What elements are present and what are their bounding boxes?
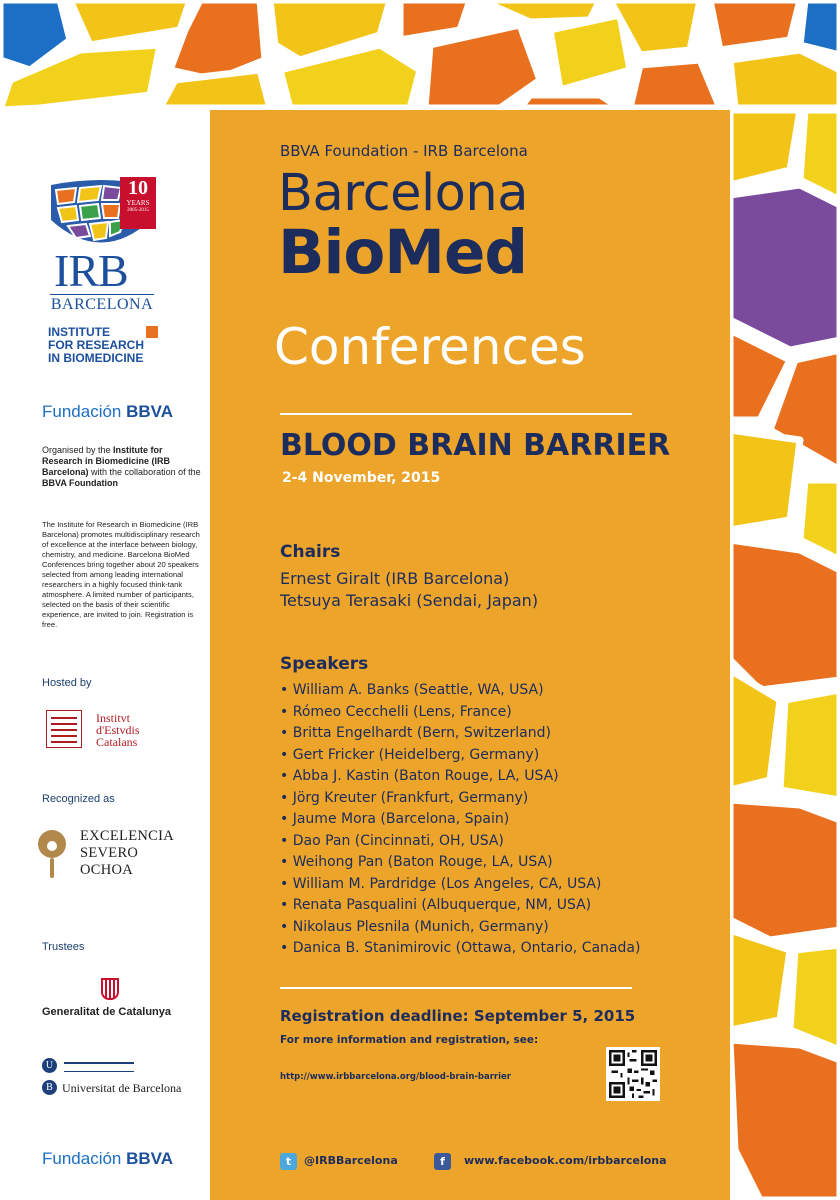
fundacion-prefix: Fundación xyxy=(42,402,122,421)
fundacion-brand: BBVA xyxy=(126,1149,174,1168)
iec-line-3: Catalans xyxy=(96,735,138,749)
institute-line-3: IN BIOMEDICINE xyxy=(48,351,144,365)
so-line-1: EXCELENCIA xyxy=(80,828,175,844)
speaker-item: • Abba J. Kastin (Baton Rouge, LA, USA) xyxy=(280,766,640,788)
event-date: 2-4 November, 2015 xyxy=(282,470,441,486)
iec-logo xyxy=(46,710,156,750)
hosted-by-label: Hosted by xyxy=(42,677,92,689)
speaker-item: • Britta Engelhardt (Bern, Switzerland) xyxy=(280,723,640,745)
registration-link[interactable]: http://www.irbbarcelona.org/blood-brain-barrier xyxy=(280,1072,511,1082)
chairs-heading: Chairs xyxy=(280,542,341,562)
ub-logo xyxy=(42,1058,202,1102)
event-title: BLOOD BRAIN BARRIER xyxy=(280,428,671,463)
facebook-url[interactable]: www.facebook.com/irbbarcelona xyxy=(464,1154,667,1167)
severo-ochoa-logo xyxy=(38,828,198,888)
registration-deadline: Registration deadline: September 5, 2015 xyxy=(280,1007,636,1025)
severo-ochoa-name xyxy=(80,828,174,879)
sidebar xyxy=(0,110,210,1200)
speaker-item: • William A. Banks (Seattle, WA, USA) xyxy=(280,680,640,702)
speaker-item: • Dao Pan (Cincinnati, OH, USA) xyxy=(280,831,640,853)
chair-item: Ernest Giralt (IRB Barcelona) xyxy=(280,569,510,588)
speaker-item: • William M. Pardridge (Los Angeles, CA, USA) xyxy=(280,874,640,896)
title-biomed: BioMed xyxy=(278,217,528,288)
badge-range: 2005-2015 xyxy=(127,208,149,213)
speaker-item: • Nikolaus Plesnila (Munich, Germany) xyxy=(280,917,640,939)
institute-description: The Institute for Research in Biomedicine (IRB Barcelona) promotes multidisciplinary research of excellence at the interface between biology, chemistry, and medicine. Barcelona BioMed Conferences bring together about 20 speakers selected from among leading international researchers in a highly focused think-tank atmosphere. A limited number of participants, selected on the basis of their scientific experience, are invited to join. Registration is free. xyxy=(42,520,200,629)
organised-bold-1: Institute for Research in Biomedicine (IRB Barcelona) xyxy=(42,445,171,477)
chairs-list xyxy=(280,568,538,612)
iec-seal-icon xyxy=(46,710,82,748)
generalitat-shield-icon xyxy=(101,978,119,1000)
badge-label: YEARS xyxy=(126,199,150,207)
title-barcelona: Barcelona xyxy=(278,164,528,223)
divider-bottom xyxy=(280,987,632,989)
iec-line-2: d'Estvdis xyxy=(96,723,140,737)
chair-item: Tetsuya Terasaki (Sendai, Japan) xyxy=(280,591,539,610)
badge-number: 10 xyxy=(128,177,148,199)
organised-text-2: with the collaboration of the xyxy=(88,467,201,477)
institute-line-1: INSTITUTE xyxy=(48,325,110,339)
ub-building-icon xyxy=(64,1062,134,1072)
fundacion-prefix: Fundación xyxy=(42,1149,122,1168)
institute-label xyxy=(48,326,144,365)
fundacion-bbva-logo-bottom xyxy=(42,1149,173,1169)
speaker-item: • Rómeo Cecchelli (Lens, France) xyxy=(280,702,640,724)
trustees-label: Trustees xyxy=(42,941,85,953)
irb-logo-city: BARCELONA xyxy=(50,296,154,313)
ub-b-icon: B xyxy=(42,1080,57,1095)
fundacion-bbva-logo-top xyxy=(42,402,173,422)
iec-name xyxy=(96,712,140,748)
speakers-list xyxy=(280,680,640,960)
speaker-item: • Jaume Mora (Barcelona, Spain) xyxy=(280,809,640,831)
recognized-as-label: Recognized as xyxy=(42,793,115,805)
irb-logo-name: IRB xyxy=(54,245,128,296)
ub-name: Universitat de Barcelona xyxy=(62,1081,182,1095)
ir-mark-icon xyxy=(146,326,158,338)
foundation-line: BBVA Foundation - IRB Barcelona xyxy=(280,142,528,160)
fundacion-brand: BBVA xyxy=(126,402,174,421)
organised-text-1: Organised by the xyxy=(42,445,114,455)
ten-years-badge xyxy=(120,177,156,229)
institute-line-2: FOR RESEARCH xyxy=(48,338,145,352)
organised-bold-2: BBVA Foundation xyxy=(42,478,118,488)
qr-code-icon[interactable] xyxy=(606,1047,660,1101)
speaker-item: • Gert Fricker (Heidelberg, Germany) xyxy=(280,745,640,767)
so-line-3: OCHOA xyxy=(80,862,134,878)
so-line-2: SEVERO xyxy=(80,845,139,861)
organised-by-text xyxy=(42,445,202,489)
twitter-icon: t xyxy=(280,1153,297,1170)
divider-top xyxy=(280,413,632,415)
speaker-item: • Renata Pasqualini (Albuquerque, NM, USA) xyxy=(280,895,640,917)
speaker-item: • Weihong Pan (Baton Rouge, LA, USA) xyxy=(280,852,640,874)
iec-line-1: Institvt xyxy=(96,711,131,725)
title-conferences: Conferences xyxy=(274,318,586,376)
main-panel xyxy=(210,110,730,1200)
facebook-icon: f xyxy=(434,1153,451,1170)
speaker-item: • Danica B. Stanimirovic (Ottawa, Ontario, Canada) xyxy=(280,938,640,960)
severo-ochoa-icon xyxy=(38,830,66,858)
more-info-text: For more information and registration, see: xyxy=(280,1034,539,1046)
ub-u-icon: U xyxy=(42,1058,57,1073)
speaker-item: • Jörg Kreuter (Frankfurt, Germany) xyxy=(280,788,640,810)
generalitat-name: Generalitat de Catalunya xyxy=(42,1006,171,1018)
speakers-heading: Speakers xyxy=(280,654,369,674)
twitter-handle[interactable]: @IRBBarcelona xyxy=(304,1154,398,1167)
